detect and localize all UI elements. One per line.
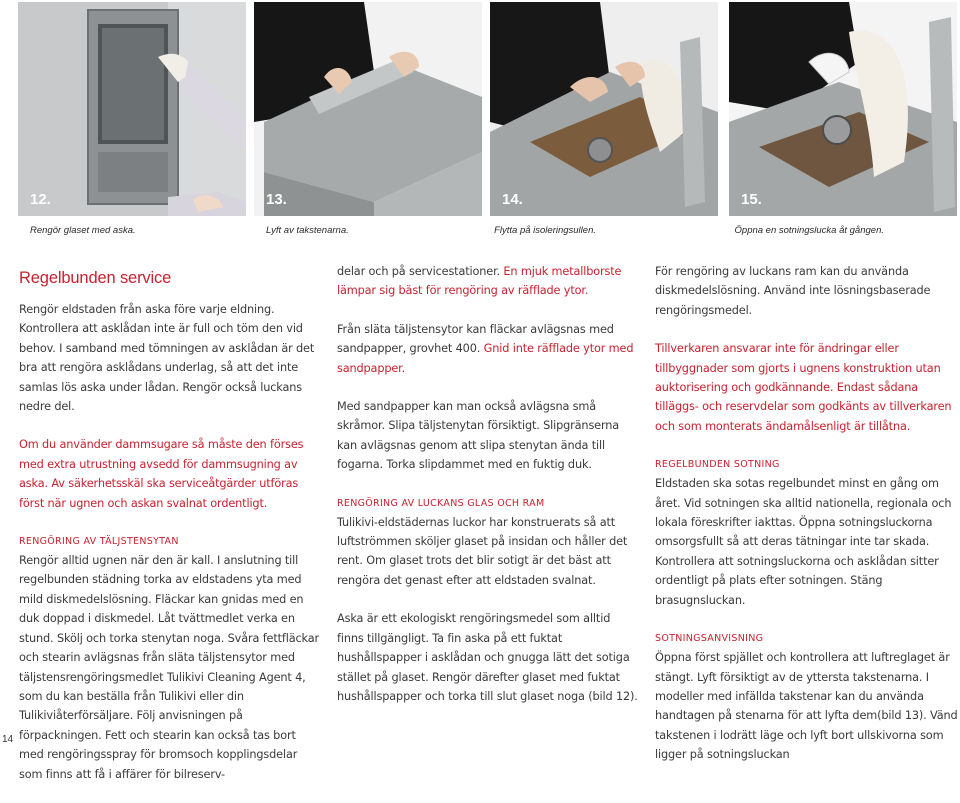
photo-cleaning-glass-image xyxy=(18,2,246,216)
page-number: 14 xyxy=(2,734,14,745)
highlighted-text: En mjuk metallborste lämpar sig bäst för rengöring av räfflade ytor. xyxy=(337,265,622,298)
paragraph xyxy=(19,435,323,513)
paragraph: Rengör eldstaden från aska före varje eldning. Kontrollera att asklådan inte är full och töm den vid behov. I samband med tömningen av asklådan är det bra att rengöra asklådans underlag, så att det inte samlas lös aska under lådan. Rengör också luckans nedre del. xyxy=(19,303,315,414)
photo-number: 14. xyxy=(502,191,523,208)
section-heading: Regelbunden service xyxy=(19,269,172,287)
paragraph: Aska är ett ekologiskt rengöringsmedel som alltid finns tillgängligt. Ta fin aska på ett fuktat hushållspapper i asklådan och gnugga lätt det sotiga stället på glaset. Rengör därefter glaset med fuktat hushållspapper och torka till slut glaset noga (bild 12). xyxy=(337,612,638,703)
photo-open-sweeping-hatch-image xyxy=(729,2,957,216)
photo-number: 15. xyxy=(741,191,762,208)
photo-caption: Rengör glaset med aska. xyxy=(30,225,136,236)
paragraph: För rengöring av luckans ram kan du använda diskmedelslösning. Använd inte lösningsbaserade rengöringsmedel. xyxy=(655,265,931,317)
text-column-2 xyxy=(337,262,640,725)
photo-caption: Flytta på isoleringsullen. xyxy=(494,225,596,236)
highlighted-text: Om du använder dammsugare så måste den förses med extra utrustning avsedd för dammsugning av aska. xyxy=(19,438,304,491)
photo-open-sweeping-hatch xyxy=(729,2,957,216)
paragraph xyxy=(337,320,640,378)
photo-cleaning-glass xyxy=(18,2,246,216)
photo-number: 12. xyxy=(30,191,51,208)
paragraph: Eldstaden ska sotas regelbundet minst en gång om året. Vid sotningen ska alltid nationella, regionala och lokala föreskrifter iakttas. Öppna sotningsluckorna omsorgsfullt så att deras tätningar inte tar skada. Kontrollera att sotningsluckorna och asklådan sitter ordentligt på plats efter sotningen. Stäng brasugnsluckan. xyxy=(655,477,952,607)
text: Från släta täljstensytor kan fläckar avlägsnas med sandpapper, grovhet 400. xyxy=(337,322,614,356)
photo-lift-top-stones-image xyxy=(254,2,482,216)
paragraph: Tulikivi-eldstädernas luckor har konstruerats så att luftströmmen sköljer glaset på insidan och håller det rent. Om glaset trots det blir sotigt är det bäst att rengöra det genast efter att eldstaden svalnat. xyxy=(337,515,628,587)
text-column-3 xyxy=(655,262,958,784)
photo-caption: Lyft av takstenarna. xyxy=(266,225,349,236)
highlighted-text: Av säkerhetsskäl ska serviceåtgärder utföras först när ugnen och askan svalnat ordentligt. xyxy=(19,477,299,510)
highlighted-text: Gnid inte räfflade ytor med sandpapper. xyxy=(337,342,634,375)
text: delar och på servicestationer. xyxy=(337,265,500,278)
photo-number: 13. xyxy=(266,191,287,208)
text-column-1 xyxy=(19,262,323,803)
paragraph xyxy=(337,262,640,301)
paragraph: Med sandpapper kan man också avlägsna små skråmor. Slipa täljstenytan försiktigt. Slipgränserna kan avlägsnas genom att slipa stenytan ända till fogarna. Torka slipdammet med en fuktig duk. xyxy=(337,400,620,472)
photo-caption: Öppna en sotningslucka åt gången. xyxy=(734,225,884,236)
subheading: REGELBUNDEN SOTNING xyxy=(655,459,780,471)
photo-lift-top-stones xyxy=(254,2,482,216)
photo-move-insulation-image xyxy=(490,2,718,216)
paragraph: Öppna först spjället och kontrollera att luftreglaget är stängt. Lyft försiktigt av de yttersta takstenarna. I modeller med infällda takstenar kan du använda handtagen på stenarna för att lyfta dem(bild 13). Vänd takstenen i lodrätt läge och lyft bort ullskivorna som ligger på sotningsluckan xyxy=(655,651,958,762)
subheading: SOTNINGSANVISNING xyxy=(655,633,764,645)
subheading: RENGÖRING AV TÄLJSTENSYTAN xyxy=(19,536,179,548)
photo-move-insulation xyxy=(490,2,718,216)
paragraph: Rengör alltid ugnen när den är kall. I anslutning till regelbunden städning torka av eldstadens yta med mild diskmedelslösning. Fläckar kan gnidas med en duk doppad i diskmedel. Låt tvättmedlet verka en stund. Skölj och torka stenytan noga. Svåra fettfläckar och stearin avlägsnas från släta täljstensytor med täljstensrengöringsmedlet Tulikivi Cleaning Agent 4, som du kan beställa från Tulikivi eller din Tulikiviåterförsäljare. Följ anvisningen på förpackningen. Fett och stearin kan också tas bort med rengöringsspray för bromsoch kopplingsdelar som finns att få i affärer för bilreserv- xyxy=(19,554,319,781)
highlighted-paragraph: Tillverkaren ansvarar inte för ändringar eller tillbyggnader som gjorts i ugnens konstruktion utan auktorisering och godkännande. Endast sådana tilläggs- och reservdelar som godkänts av tillverkaren och som monterats ändamålsenligt är tillåtna. xyxy=(655,342,952,433)
subheading: RENGÖRING AV LUCKANS GLAS OCH RAM xyxy=(337,497,545,509)
